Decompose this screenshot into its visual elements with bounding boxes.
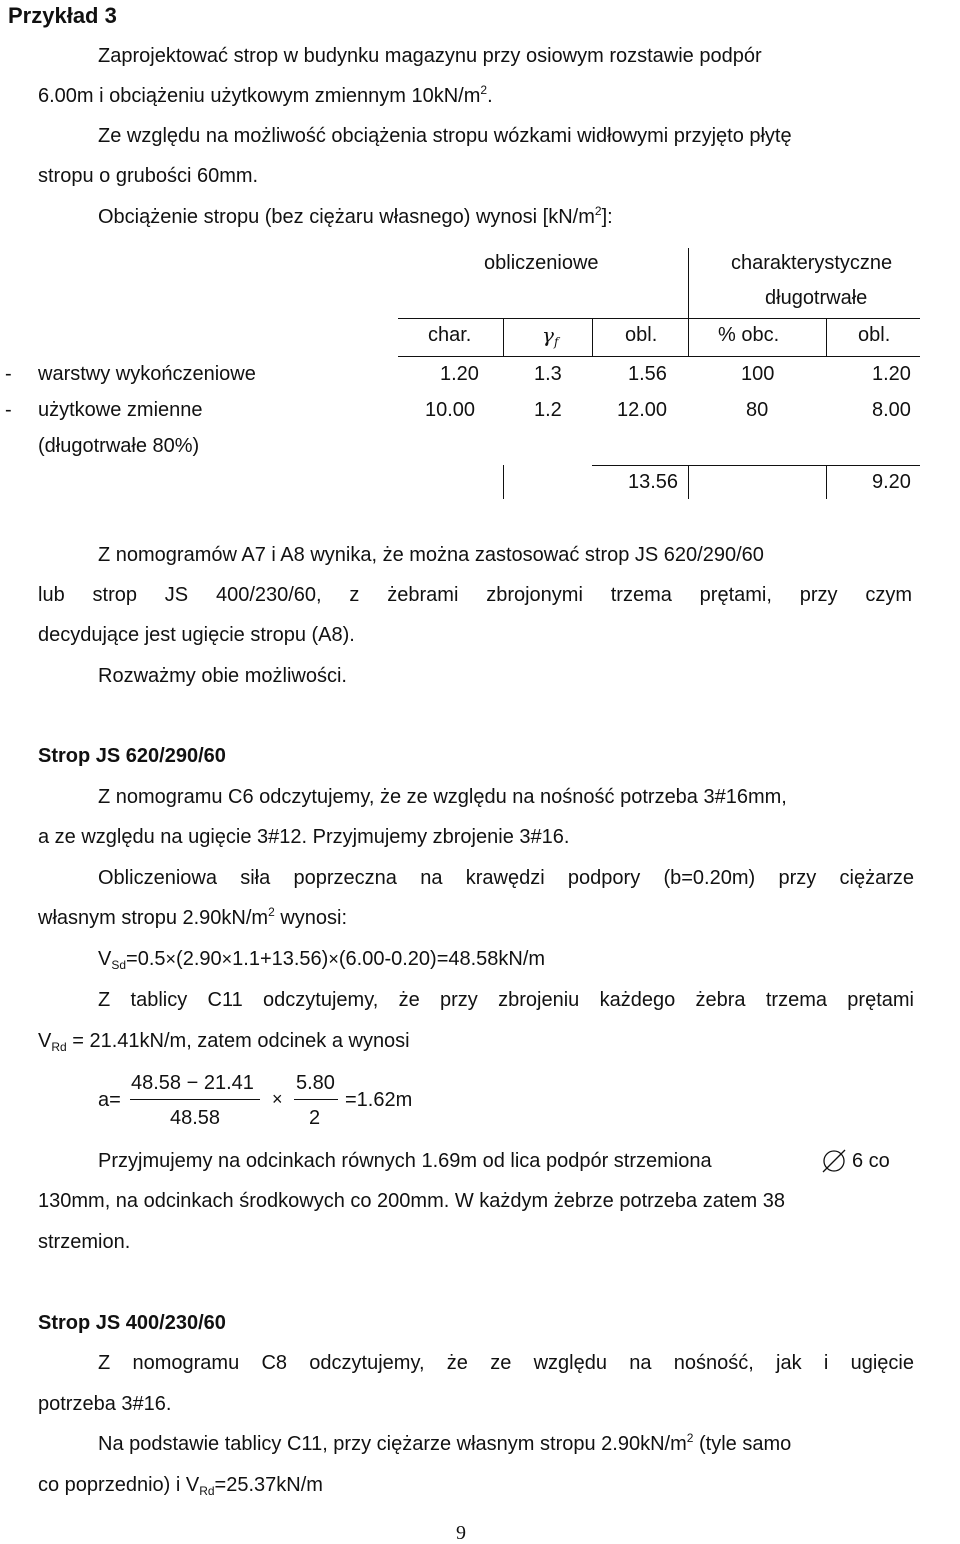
row2-label-cont: (długotrwałe 80%)	[38, 435, 200, 457]
table-rule-v1	[688, 248, 689, 356]
section1-line10: 130mm, na odcinkach środkowych co 200mm. W każdym żebrze potrzeba zatem 38	[38, 1190, 785, 1212]
row2-gamma: 1.2	[534, 399, 562, 421]
table-rule-h1	[398, 318, 920, 319]
row2-obl: 12.00	[617, 399, 668, 421]
col-header-obl2: obl.	[858, 324, 891, 346]
intro-p1-line2: 6.00m i obciążeniu użytkowym zmiennym $10kN/m^2$.	[38, 83, 493, 107]
diameter-icon	[820, 1148, 848, 1174]
row2-label: użytkowe zmienne	[38, 399, 203, 421]
intro-p2-line1: Ze względu na możliwość obciążenia stropu wózkami widłowymi przyjęto płytę	[98, 125, 792, 147]
formula-times: ×	[272, 1089, 283, 1109]
section2-line2: potrzeba 3#16.	[38, 1393, 172, 1415]
nomogram-line1: Z nomogramów A7 i A8 wynika, że można zastosować strop JS 620/290/60	[98, 544, 764, 566]
section1-line11: strzemion.	[38, 1231, 131, 1253]
formula-lhs: a=	[98, 1089, 121, 1111]
table-rule-h2	[398, 356, 920, 357]
section1-line6: Z tablicy C11 odczytujemy, że przy zbrojeniu każdego żebra trzema prętami	[98, 989, 914, 1011]
sum-obl2: 9.20	[872, 471, 911, 493]
page-heading: Przykład 3	[8, 3, 117, 28]
formula-numerator-1: 48.58 − 21.41	[131, 1072, 254, 1094]
table-rule-v4	[826, 318, 827, 356]
section1-line4: własnym stropu $2.90kN/m^2$ wynosi:	[38, 905, 348, 929]
section1-line2: a ze względu na ugięcie 3#12. Przyjmujemy zbrojenie 3#16.	[38, 826, 570, 848]
group-header-longterm: długotrwałe	[765, 287, 868, 309]
group-header-design: obliczeniowe	[484, 252, 599, 274]
row1-label: warstwy wykończeniowe	[38, 363, 256, 385]
col-header-gamma: $\gamma_f$	[542, 323, 559, 349]
page-number: 9	[456, 1522, 466, 1544]
row1-pct: 100	[741, 363, 775, 385]
section1-line9: Przyjmujemy na odcinkach równych 1.69m od lica podpór strzemiona	[98, 1150, 712, 1172]
intro-p1-line1: Zaprojektować strop w budynku magazynu przy osiowym rozstawie podpór	[98, 45, 762, 67]
nomogram-line4: Rozważmy obie możliwości.	[98, 665, 347, 687]
group-header-characteristic: charakterystyczne	[731, 252, 893, 274]
section2-line4: co poprzednio) i $V_{Rd}=25.37kN/m$	[38, 1474, 323, 1498]
row1-gamma: 1.3	[534, 363, 562, 385]
section2-title: Strop JS 400/230/60	[38, 1312, 226, 1334]
section1-line1: Z nomogramu C6 odczytujemy, że ze względu na nośność potrzeba 3#16mm,	[98, 786, 787, 808]
table-rule-v6	[688, 465, 689, 499]
formula-numerator-2: 5.80	[296, 1072, 335, 1094]
fraction-bar-2	[294, 1099, 338, 1100]
col-header-pct: % obc.	[718, 324, 780, 346]
vsd-formula: $V_{Sd}=0.5\times(2.90\times 1.1+13.56)\times(6.00-0.20)=48.58kN/m$	[98, 948, 546, 972]
vrd-line: $V_{Rd} = 21.41kN/m$, zatem odcinek a wynosi	[38, 1030, 410, 1054]
formula-rhs: =1.62m	[345, 1089, 413, 1111]
formula-denominator-2: 2	[309, 1107, 321, 1129]
section1-line9-end: 6 co	[852, 1150, 890, 1172]
section2-line3: Na podstawie tablicy C11, przy ciężarze własnym stropu $2.90kN/m^2$ (tyle samo	[98, 1431, 792, 1455]
nomogram-line2: lub strop JS 400/230/60, z żebrami zbrojonymi trzema prętami, przy czym	[38, 584, 912, 606]
table-rule-v5	[503, 465, 504, 499]
table-rule-v3	[592, 318, 593, 356]
section2-line1: Z nomogramu C8 odczytujemy, że ze względu na nośność, jak i ugięcie	[98, 1352, 914, 1374]
table-rule-h3	[592, 465, 920, 466]
table-rule-v7	[826, 465, 827, 499]
intro-p2-line2: stropu o grubości 60mm.	[38, 165, 259, 187]
col-header-char: char.	[428, 324, 472, 346]
row1-char: 1.20	[440, 363, 479, 385]
row1-dash: -	[5, 363, 12, 385]
row2-char: 10.00	[425, 399, 476, 421]
row2-pct: 80	[746, 399, 769, 421]
formula-denominator-1: 48.58	[170, 1107, 221, 1129]
row2-obl2: 8.00	[872, 399, 911, 421]
sum-obl: 13.56	[628, 471, 679, 493]
section1-title: Strop JS 620/290/60	[38, 745, 226, 767]
intro-p3: Obciążenie stropu (bez ciężaru własnego) wynosi $[kN/m^2]$:	[98, 204, 613, 228]
nomogram-line3: decydujące jest ugięcie stropu (A8).	[38, 624, 355, 646]
row2-dash: -	[5, 399, 12, 421]
row1-obl: 1.56	[628, 363, 667, 385]
col-header-obl: obl.	[625, 324, 658, 346]
row1-obl2: 1.20	[872, 363, 911, 385]
fraction-bar-1	[130, 1099, 260, 1100]
table-rule-v2	[503, 318, 504, 356]
section1-line3: Obliczeniowa siła poprzeczna na krawędzi podpory (b=0.20m) przy ciężarze	[98, 867, 914, 889]
